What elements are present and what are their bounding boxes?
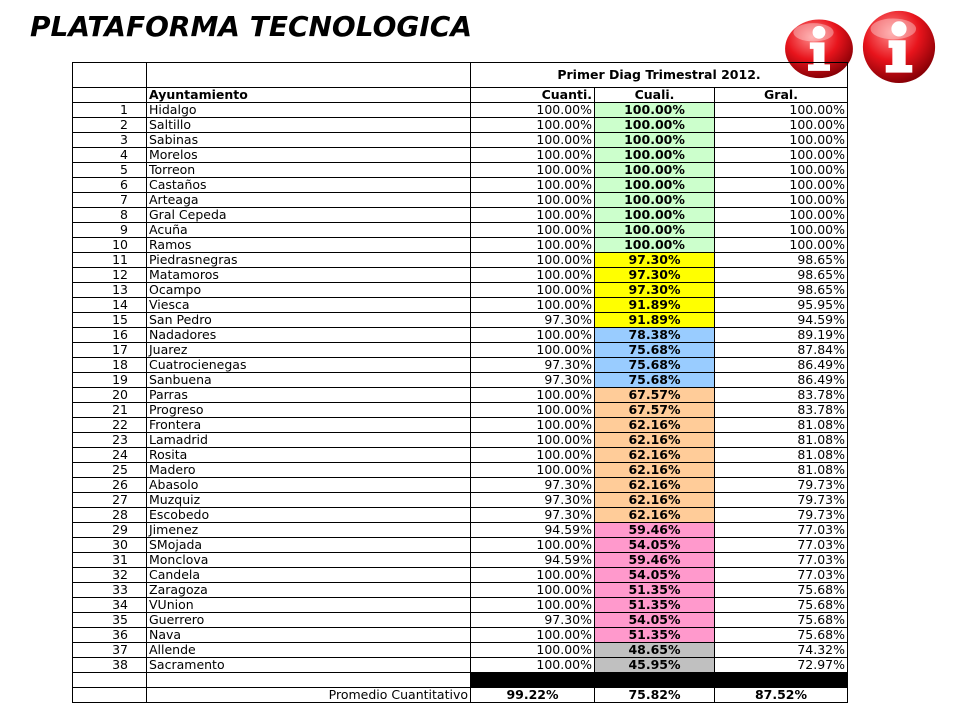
table-row bbox=[73, 448, 848, 463]
row-gral: 89.19% bbox=[715, 328, 848, 343]
row-name: Muzquiz bbox=[147, 493, 471, 508]
empty-cell bbox=[471, 673, 595, 688]
row-qual: 62.16% bbox=[595, 463, 715, 478]
row-qual: 45.95% bbox=[595, 658, 715, 673]
empty-cell bbox=[147, 673, 471, 688]
row-gral: 81.08% bbox=[715, 418, 848, 433]
row-number: 10 bbox=[73, 238, 147, 253]
row-gral: 77.03% bbox=[715, 568, 848, 583]
empty-cell bbox=[73, 673, 147, 688]
empty-cell bbox=[147, 63, 471, 88]
row-qual: 91.89% bbox=[595, 298, 715, 313]
table-row bbox=[73, 388, 848, 403]
row-gral: 100.00% bbox=[715, 103, 848, 118]
row-quant: 100.00% bbox=[471, 388, 595, 403]
empty-cell bbox=[73, 688, 147, 703]
row-qual: 100.00% bbox=[595, 148, 715, 163]
table-row bbox=[73, 103, 848, 118]
row-quant: 100.00% bbox=[471, 418, 595, 433]
row-qual: 59.46% bbox=[595, 553, 715, 568]
row-gral: 95.95% bbox=[715, 298, 848, 313]
row-qual: 62.16% bbox=[595, 493, 715, 508]
row-qual: 100.00% bbox=[595, 118, 715, 133]
table-row bbox=[73, 508, 848, 523]
row-number: 11 bbox=[73, 253, 147, 268]
row-number: 24 bbox=[73, 448, 147, 463]
table-row bbox=[73, 223, 848, 238]
table-row bbox=[73, 328, 848, 343]
row-number: 8 bbox=[73, 208, 147, 223]
table-row bbox=[73, 298, 848, 313]
row-quant: 100.00% bbox=[471, 583, 595, 598]
table-row bbox=[73, 133, 848, 148]
row-name: Candela bbox=[147, 568, 471, 583]
table-row bbox=[73, 493, 848, 508]
row-name: Piedrasnegras bbox=[147, 253, 471, 268]
row-name: SMojada bbox=[147, 538, 471, 553]
column-header-qual: Cuali. bbox=[595, 88, 715, 103]
row-gral: 98.65% bbox=[715, 268, 848, 283]
row-gral: 79.73% bbox=[715, 493, 848, 508]
info-icon bbox=[858, 8, 940, 84]
row-qual: 62.16% bbox=[595, 478, 715, 493]
row-name: Frontera bbox=[147, 418, 471, 433]
empty-cell bbox=[73, 63, 147, 88]
row-name: Nava bbox=[147, 628, 471, 643]
row-gral: 77.03% bbox=[715, 553, 848, 568]
row-gral: 77.03% bbox=[715, 523, 848, 538]
row-name: Allende bbox=[147, 643, 471, 658]
row-gral: 75.68% bbox=[715, 613, 848, 628]
row-qual: 97.30% bbox=[595, 253, 715, 268]
row-number: 26 bbox=[73, 478, 147, 493]
row-name: Nadadores bbox=[147, 328, 471, 343]
row-gral: 75.68% bbox=[715, 628, 848, 643]
row-gral: 94.59% bbox=[715, 313, 848, 328]
table-row bbox=[73, 643, 848, 658]
row-quant: 97.30% bbox=[471, 508, 595, 523]
row-quant: 100.00% bbox=[471, 343, 595, 358]
row-quant: 100.00% bbox=[471, 253, 595, 268]
row-quant: 97.30% bbox=[471, 493, 595, 508]
row-name: Progreso bbox=[147, 403, 471, 418]
row-number: 36 bbox=[73, 628, 147, 643]
row-gral: 81.08% bbox=[715, 463, 848, 478]
row-gral: 77.03% bbox=[715, 538, 848, 553]
row-name: Castaños bbox=[147, 178, 471, 193]
row-qual: 100.00% bbox=[595, 238, 715, 253]
table-row bbox=[73, 628, 848, 643]
row-quant: 100.00% bbox=[471, 628, 595, 643]
row-quant: 100.00% bbox=[471, 208, 595, 223]
table-row bbox=[73, 268, 848, 283]
row-gral: 74.32% bbox=[715, 643, 848, 658]
table-row bbox=[73, 523, 848, 538]
row-name: Sacramento bbox=[147, 658, 471, 673]
table-group-header-row bbox=[73, 63, 848, 88]
row-name: Ocampo bbox=[147, 283, 471, 298]
row-quant: 100.00% bbox=[471, 148, 595, 163]
row-number: 31 bbox=[73, 553, 147, 568]
row-gral: 100.00% bbox=[715, 118, 848, 133]
row-qual: 62.16% bbox=[595, 508, 715, 523]
row-number: 3 bbox=[73, 133, 147, 148]
row-quant: 100.00% bbox=[471, 268, 595, 283]
row-gral: 86.49% bbox=[715, 358, 848, 373]
row-qual: 75.68% bbox=[595, 343, 715, 358]
row-qual: 100.00% bbox=[595, 178, 715, 193]
row-gral: 83.78% bbox=[715, 388, 848, 403]
footer-row bbox=[73, 688, 848, 703]
row-qual: 78.38% bbox=[595, 328, 715, 343]
row-quant: 94.59% bbox=[471, 523, 595, 538]
row-gral: 100.00% bbox=[715, 208, 848, 223]
row-number: 7 bbox=[73, 193, 147, 208]
row-name: Escobedo bbox=[147, 508, 471, 523]
row-qual: 54.05% bbox=[595, 568, 715, 583]
row-number: 2 bbox=[73, 118, 147, 133]
row-gral: 98.65% bbox=[715, 253, 848, 268]
table-row bbox=[73, 538, 848, 553]
table-row bbox=[73, 568, 848, 583]
row-gral: 100.00% bbox=[715, 163, 848, 178]
row-gral: 81.08% bbox=[715, 433, 848, 448]
row-qual: 54.05% bbox=[595, 613, 715, 628]
row-name: San Pedro bbox=[147, 313, 471, 328]
row-number: 29 bbox=[73, 523, 147, 538]
row-qual: 62.16% bbox=[595, 418, 715, 433]
row-number: 22 bbox=[73, 418, 147, 433]
row-quant: 97.30% bbox=[471, 313, 595, 328]
row-quant: 100.00% bbox=[471, 643, 595, 658]
row-qual: 100.00% bbox=[595, 193, 715, 208]
row-quant: 100.00% bbox=[471, 193, 595, 208]
row-number: 12 bbox=[73, 268, 147, 283]
row-quant: 100.00% bbox=[471, 463, 595, 478]
table-row bbox=[73, 358, 848, 373]
row-number: 32 bbox=[73, 568, 147, 583]
row-name: VUnion bbox=[147, 598, 471, 613]
row-quant: 100.00% bbox=[471, 658, 595, 673]
row-qual: 100.00% bbox=[595, 103, 715, 118]
row-quant: 100.00% bbox=[471, 283, 595, 298]
row-quant: 100.00% bbox=[471, 403, 595, 418]
row-number: 23 bbox=[73, 433, 147, 448]
row-quant: 100.00% bbox=[471, 598, 595, 613]
row-number: 4 bbox=[73, 148, 147, 163]
row-number: 25 bbox=[73, 463, 147, 478]
table-row bbox=[73, 553, 848, 568]
empty-cell bbox=[73, 88, 147, 103]
row-quant: 100.00% bbox=[471, 538, 595, 553]
row-qual: 51.35% bbox=[595, 598, 715, 613]
row-quant: 97.30% bbox=[471, 613, 595, 628]
table-row bbox=[73, 613, 848, 628]
row-name: Sabinas bbox=[147, 133, 471, 148]
row-gral: 100.00% bbox=[715, 178, 848, 193]
row-number: 9 bbox=[73, 223, 147, 238]
row-number: 27 bbox=[73, 493, 147, 508]
row-name: Sanbuena bbox=[147, 373, 471, 388]
row-qual: 48.65% bbox=[595, 643, 715, 658]
page-title: PLATAFORMA TECNOLOGICA bbox=[30, 10, 472, 43]
table-row bbox=[73, 403, 848, 418]
table-row bbox=[73, 433, 848, 448]
row-quant: 100.00% bbox=[471, 448, 595, 463]
row-gral: 87.84% bbox=[715, 343, 848, 358]
row-qual: 67.57% bbox=[595, 388, 715, 403]
row-number: 38 bbox=[73, 658, 147, 673]
row-qual: 59.46% bbox=[595, 523, 715, 538]
row-name: Torreon bbox=[147, 163, 471, 178]
table-row bbox=[73, 313, 848, 328]
row-number: 17 bbox=[73, 343, 147, 358]
table-row bbox=[73, 283, 848, 298]
footer-qual: 75.82% bbox=[595, 688, 715, 703]
row-qual: 75.68% bbox=[595, 373, 715, 388]
row-qual: 62.16% bbox=[595, 433, 715, 448]
row-name: Guerrero bbox=[147, 613, 471, 628]
row-gral: 83.78% bbox=[715, 403, 848, 418]
footer-quant: 99.22% bbox=[471, 688, 595, 703]
row-number: 1 bbox=[73, 103, 147, 118]
row-number: 34 bbox=[73, 598, 147, 613]
row-qual: 51.35% bbox=[595, 628, 715, 643]
table-row bbox=[73, 373, 848, 388]
row-name: Zaragoza bbox=[147, 583, 471, 598]
row-quant: 100.00% bbox=[471, 328, 595, 343]
row-name: Lamadrid bbox=[147, 433, 471, 448]
row-number: 28 bbox=[73, 508, 147, 523]
table-row bbox=[73, 238, 848, 253]
row-name: Juarez bbox=[147, 343, 471, 358]
row-quant: 100.00% bbox=[471, 178, 595, 193]
row-quant: 100.00% bbox=[471, 133, 595, 148]
row-qual: 100.00% bbox=[595, 133, 715, 148]
group-header: Primer Diag Trimestral 2012. bbox=[471, 63, 848, 88]
row-name: Hidalgo bbox=[147, 103, 471, 118]
row-quant: 97.30% bbox=[471, 358, 595, 373]
scores-table bbox=[72, 62, 848, 703]
row-quant: 97.30% bbox=[471, 478, 595, 493]
row-quant: 94.59% bbox=[471, 553, 595, 568]
table-row bbox=[73, 118, 848, 133]
row-number: 20 bbox=[73, 388, 147, 403]
row-gral: 75.68% bbox=[715, 583, 848, 598]
row-gral: 100.00% bbox=[715, 223, 848, 238]
row-qual: 97.30% bbox=[595, 268, 715, 283]
row-name: Viesca bbox=[147, 298, 471, 313]
row-gral: 100.00% bbox=[715, 238, 848, 253]
row-name: Gral Cepeda bbox=[147, 208, 471, 223]
row-gral: 100.00% bbox=[715, 148, 848, 163]
row-number: 16 bbox=[73, 328, 147, 343]
row-qual: 51.35% bbox=[595, 583, 715, 598]
row-name: Madero bbox=[147, 463, 471, 478]
footer-label: Promedio Cuantitativo bbox=[147, 688, 471, 703]
row-qual: 100.00% bbox=[595, 208, 715, 223]
table-row bbox=[73, 163, 848, 178]
row-gral: 86.49% bbox=[715, 373, 848, 388]
row-name: Monclova bbox=[147, 553, 471, 568]
row-number: 18 bbox=[73, 358, 147, 373]
row-name: Abasolo bbox=[147, 478, 471, 493]
row-quant: 100.00% bbox=[471, 118, 595, 133]
row-number: 21 bbox=[73, 403, 147, 418]
row-name: Acuña bbox=[147, 223, 471, 238]
row-number: 14 bbox=[73, 298, 147, 313]
column-header-gral: Gral. bbox=[715, 88, 848, 103]
table-row bbox=[73, 463, 848, 478]
spacer-row bbox=[73, 673, 848, 688]
row-gral: 75.68% bbox=[715, 598, 848, 613]
row-quant: 100.00% bbox=[471, 223, 595, 238]
row-name: Cuatrocienegas bbox=[147, 358, 471, 373]
row-gral: 81.08% bbox=[715, 448, 848, 463]
row-qual: 100.00% bbox=[595, 163, 715, 178]
row-gral: 98.65% bbox=[715, 283, 848, 298]
table-row bbox=[73, 598, 848, 613]
row-gral: 100.00% bbox=[715, 193, 848, 208]
table-row bbox=[73, 178, 848, 193]
row-number: 19 bbox=[73, 373, 147, 388]
footer-gral: 87.52% bbox=[715, 688, 848, 703]
row-qual: 75.68% bbox=[595, 358, 715, 373]
row-number: 6 bbox=[73, 178, 147, 193]
row-name: Jimenez bbox=[147, 523, 471, 538]
row-quant: 100.00% bbox=[471, 433, 595, 448]
row-qual: 54.05% bbox=[595, 538, 715, 553]
row-name: Rosita bbox=[147, 448, 471, 463]
row-number: 37 bbox=[73, 643, 147, 658]
column-header-name: Ayuntamiento bbox=[147, 88, 471, 103]
empty-cell bbox=[715, 673, 848, 688]
row-name: Morelos bbox=[147, 148, 471, 163]
row-gral: 100.00% bbox=[715, 133, 848, 148]
table-row bbox=[73, 478, 848, 493]
row-quant: 97.30% bbox=[471, 373, 595, 388]
row-name: Ramos bbox=[147, 238, 471, 253]
row-quant: 100.00% bbox=[471, 568, 595, 583]
row-number: 15 bbox=[73, 313, 147, 328]
row-number: 33 bbox=[73, 583, 147, 598]
row-gral: 72.97% bbox=[715, 658, 848, 673]
row-gral: 79.73% bbox=[715, 508, 848, 523]
row-quant: 100.00% bbox=[471, 298, 595, 313]
table-row bbox=[73, 418, 848, 433]
row-qual: 91.89% bbox=[595, 313, 715, 328]
row-number: 13 bbox=[73, 283, 147, 298]
column-header-quant: Cuanti. bbox=[471, 88, 595, 103]
table-row bbox=[73, 583, 848, 598]
table-row bbox=[73, 148, 848, 163]
table-row bbox=[73, 658, 848, 673]
row-qual: 97.30% bbox=[595, 283, 715, 298]
row-name: Arteaga bbox=[147, 193, 471, 208]
row-number: 30 bbox=[73, 538, 147, 553]
table-row bbox=[73, 193, 848, 208]
row-quant: 100.00% bbox=[471, 163, 595, 178]
row-gral: 79.73% bbox=[715, 478, 848, 493]
row-qual: 67.57% bbox=[595, 403, 715, 418]
table-column-header-row bbox=[73, 88, 848, 103]
row-name: Matamoros bbox=[147, 268, 471, 283]
row-quant: 100.00% bbox=[471, 238, 595, 253]
row-name: Parras bbox=[147, 388, 471, 403]
row-number: 35 bbox=[73, 613, 147, 628]
table-row bbox=[73, 208, 848, 223]
empty-cell bbox=[595, 673, 715, 688]
row-number: 5 bbox=[73, 163, 147, 178]
table-row bbox=[73, 343, 848, 358]
row-name: Saltillo bbox=[147, 118, 471, 133]
row-quant: 100.00% bbox=[471, 103, 595, 118]
table-row bbox=[73, 253, 848, 268]
row-qual: 62.16% bbox=[595, 448, 715, 463]
row-qual: 100.00% bbox=[595, 223, 715, 238]
